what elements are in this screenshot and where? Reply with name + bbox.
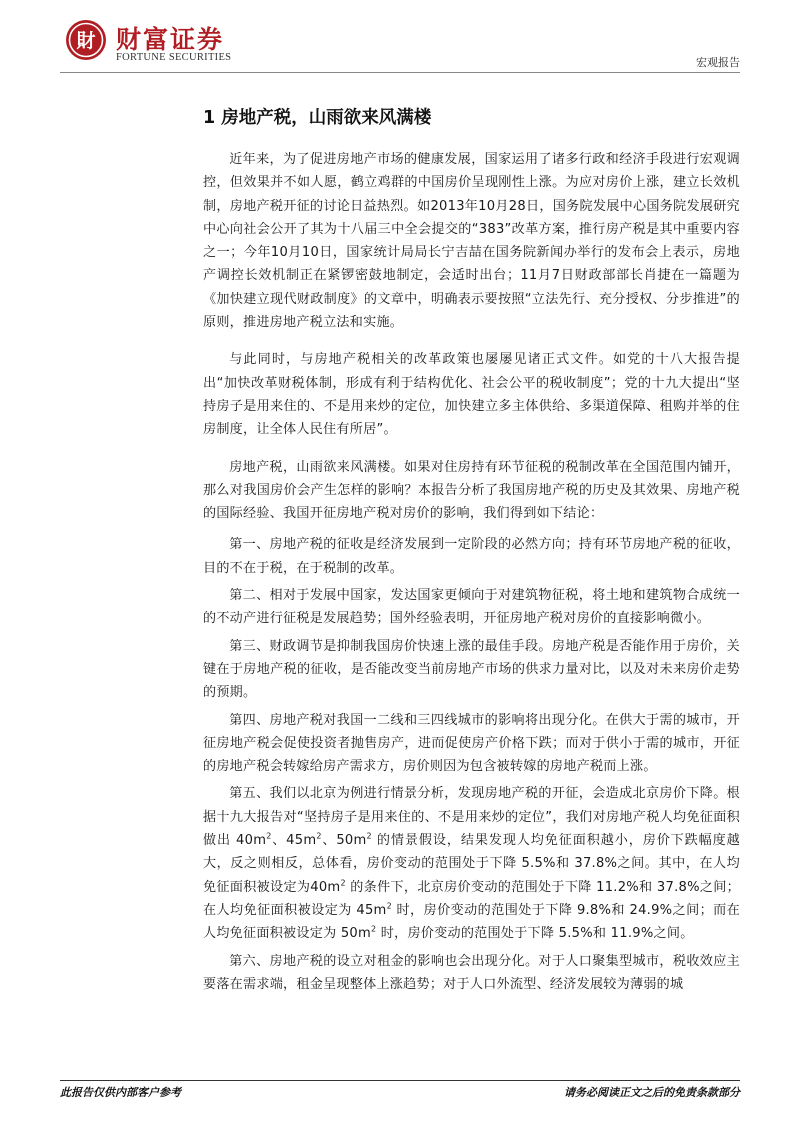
footer-divider	[60, 1080, 740, 1081]
fortune-securities-logo	[64, 18, 108, 62]
paragraph-conclusion-2: 第二、相对于发展中国家，发达国家更倾向于对建筑物征税，将土地和建筑物合成统一的不动产进行征税是发展趋势；国外经验表明，开征房地产税对房价的直接影响微小。	[203, 588, 740, 627]
footer-disclaimer-left: 此报告仅供内部客户参考	[60, 1086, 181, 1099]
footer-disclaimer-right: 请务必阅读正文之后的免责条款部分	[564, 1086, 740, 1099]
paragraph-intro: 近年来，为了促进房地产市场的健康发展，国家运用了诸多行政和经济手段进行宏观调控，但效果并不如人愿，鹤立鸡群的中国房价呈现刚性上涨。为应对房价上涨，建立长效机制，房地产税开征的讨论日益热烈。如2013年10月28日，国务院发展中心国务院发展研究中心向社会公开了其为十八届三中全会提交的“383”改革方案，推行房产税是其中重要内容之一；今年10月10日，国家统计局局长宁吉喆在国务院新闻办举行的发布会上表示，房地产调控长效机制正在紧锣密鼓地制定，会适时出台；11月7日财政部部长肖捷在一篇题为《加快建立现代财政制度》的文章中，明确表示要按照“立法先行、充分授权、分步推进”的原则，推进房地产税立法和实施。	[203, 152, 740, 331]
text-run: 、50m	[321, 833, 367, 849]
paragraph-policy: 与此同时，与房地产税相关的改革政策也屡屡见诸正式文件。如党的十八大报告提出“加快改革财税体制，形成有利于结构优化、社会公平的税收制度”；党的十九大提出“坚持房子是用来住的、不是用来炒的定位，加快建立多主体供给、多渠道保障、租购并举的住房制度，让全体人民住有所居”。	[203, 352, 740, 438]
superscript: 2	[316, 831, 322, 841]
brand-name-cn: 财富证券	[116, 25, 225, 54]
paragraph-question: 房地产税，山雨欲来风满楼。如果对住房持有环节征税的税制改革在全国范围内铺开，那么对我国房价会产生怎样的影响？本报告分析了我国房地产税的历史及其效果、房地产税的国际经验、我国开征房地产税对房价的影响，我们得到如下结论：	[203, 459, 740, 522]
paragraph-conclusion-4: 第四、房地产税对我国一二线和三四线城市的影响将出现分化。在供大于需的城市，开征房地产税会促使投资者抛售房产，进而促使房产价格下跌；而对于供小于需的城市，开征的房地产税会转嫁给房产需求方，房价则因为包含被转嫁的房地产税而上涨。	[203, 712, 740, 775]
logo-glyph: 財	[76, 30, 96, 52]
text-run: 的条件下，北京房价变动的范围处于下降 11.2%和 37.8%之间；在人均免征面积被设定为 45m	[203, 879, 740, 918]
superscript: 2	[366, 831, 372, 841]
superscript: 2	[340, 878, 346, 888]
text-run: 的情景假设，结果发现人均免征面积越小，房价下跌幅度越大，反之则相反，总体看，房价变动的范围处于下降 5.5%和 37.8%之间。其中，在人均免征面积被设定为40m	[203, 833, 740, 895]
paragraph-conclusion-1: 第一、房地产税的征收是经济发展到一定阶段的必然方向；持有环节房地产税的征收，目的不在于税，在于税制的改革。	[203, 537, 740, 576]
paragraph-conclusion-5	[203, 782, 740, 945]
brand-name-en: FORTUNE SECURITIES	[116, 52, 232, 63]
paragraph-conclusion-3: 第三、财政调节是抑制我国房价快速上涨的最佳手段。房地产税是否能作用于房价，关键在于房地产税的征收，是否能改变当前房地产市场的供求力量对比，以及对未来房价走势的预期。	[203, 638, 740, 701]
text-run: 第五、我们以北京为例进行情景分析，发现房地产税的开征，会造成北京房价下降。根据十九大报告对“坚持房子是用来住的、不是用来炒的定位”，我们对房地产税人均免征面积做出 40m	[203, 786, 740, 849]
header-divider	[60, 72, 740, 73]
superscript: 2	[371, 924, 377, 934]
superscript: 2	[386, 901, 392, 911]
report-type-label: 宏观报告	[696, 56, 740, 69]
paragraph-conclusion-6: 第六、房地产税的设立对租金的影响也会出现分化。对于人口聚集型城市，税收效应主要落在需求端，租金呈现整体上涨趋势；对于人口外流型、经济发展较为薄弱的城	[203, 953, 740, 992]
text-run: 时，房价变动的范围处于下降 5.5%和 11.9%之间。	[376, 926, 694, 942]
page-header	[60, 16, 740, 74]
report-body	[203, 148, 740, 1000]
text-run: 时，房价变动的范围处于下降 9.8%和 24.9%之间；而在人均免征面积被设定为 50m	[203, 902, 740, 942]
superscript: 2	[266, 831, 272, 841]
text-run: 、45m	[271, 833, 317, 849]
section-title: 1 房地产税，山雨欲来风满楼	[203, 108, 432, 128]
